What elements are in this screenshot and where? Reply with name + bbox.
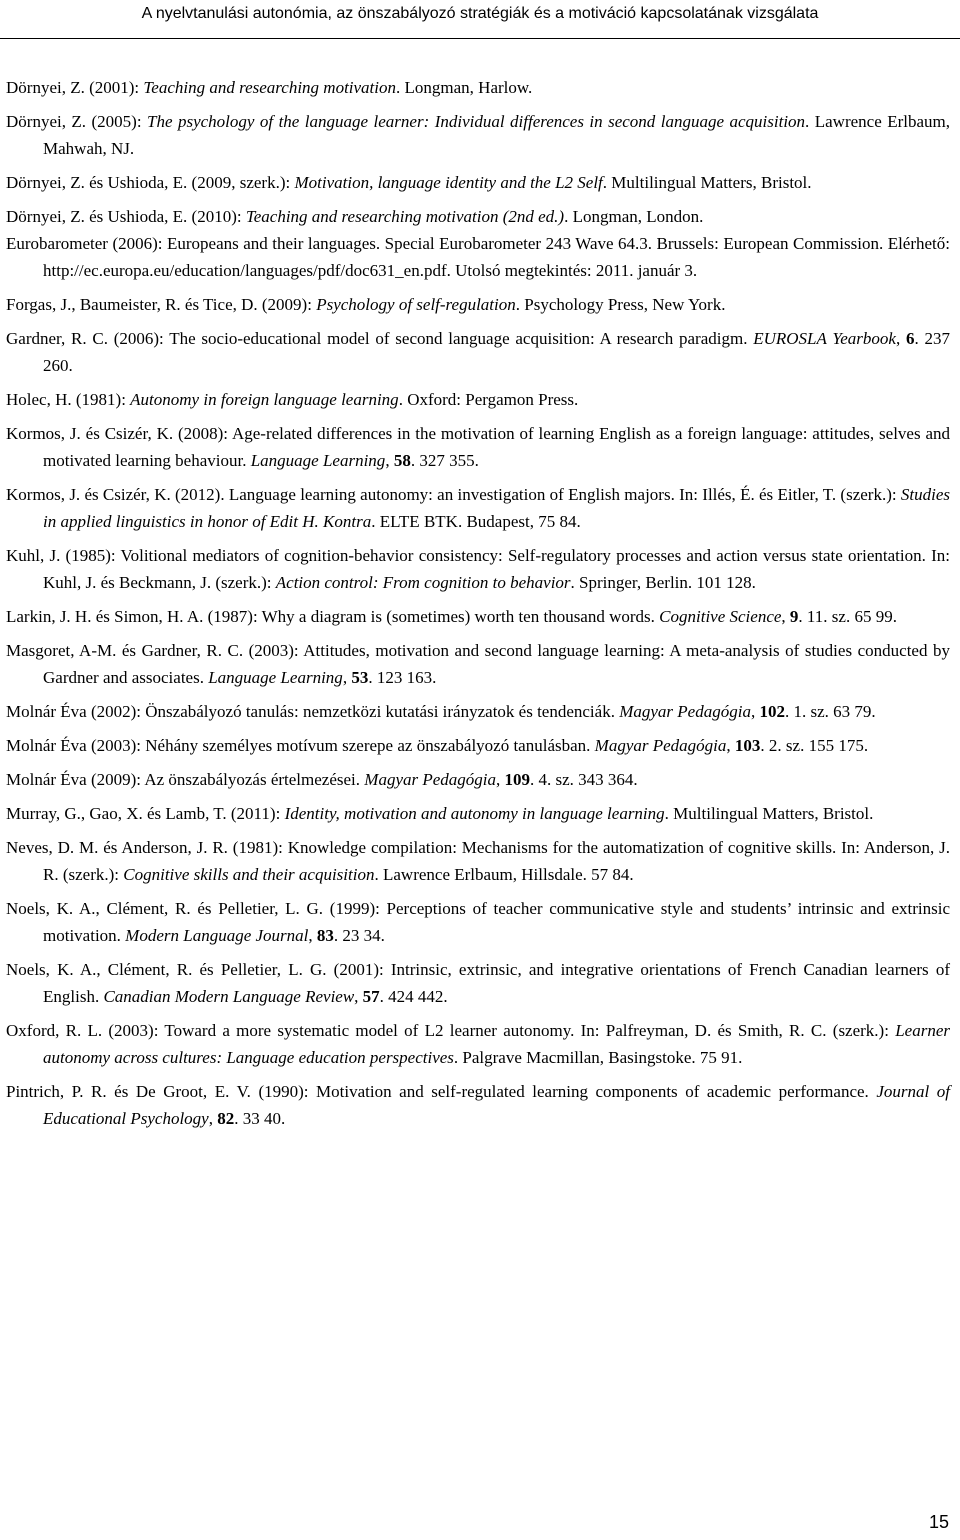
reference-entry	[6, 74, 950, 101]
reference-text: ,	[385, 451, 394, 470]
reference-title: Language Learning	[250, 451, 386, 470]
reference-volume: 6	[905, 329, 915, 348]
reference-text: Molnár Éva (2002): Önszabályozó tanulás: nemzetközi kutatási irányzatok és tendenciák.	[6, 702, 620, 721]
reference-title: EUROSLA Yearbook	[753, 329, 896, 348]
reference-entry	[6, 766, 950, 793]
reference-entry	[6, 834, 950, 888]
reference-title: Magyar Pedagógia	[594, 736, 727, 755]
reference-title: Magyar Pedagógia	[619, 702, 751, 721]
reference-title: Learner autonomy across cultures: Language education perspectives	[43, 1021, 950, 1067]
reference-text: . Longman, London.	[564, 207, 704, 226]
reference-volume: 82	[217, 1109, 235, 1128]
page-number: 15	[928, 1512, 949, 1532]
running-header: A nyelvtanulási autonómia, az önszabályozó stratégiák és a motiváció kapcsolatának vizsgálata	[141, 5, 819, 22]
reference-text: . 23 34.	[333, 926, 385, 945]
reference-entry	[6, 603, 950, 630]
reference-text: . Lawrence Erlbaum, Hillsdale. 57 84.	[374, 865, 634, 884]
reference-entry	[6, 108, 950, 162]
reference-entry	[6, 956, 950, 1010]
reference-title: Journal of Educational Psychology	[43, 1082, 951, 1128]
reference-text: . Springer, Berlin. 101 128.	[570, 573, 756, 592]
reference-text: Gardner, R. C. (2006): The socio-educational model of second language acquisition: A research paradigm.	[6, 329, 754, 348]
header-rule	[0, 38, 960, 39]
reference-title: Cognitive Science	[659, 607, 782, 626]
reference-text: . 237 260.	[43, 329, 950, 375]
reference-entry	[6, 637, 950, 691]
reference-text: Noels, K. A., Clément, R. és Pelletier, L. G. (2001): Intrinsic, extrinsic, and integrative orientations of French Canadian learners of English.	[6, 960, 950, 1006]
reference-text: . Lawrence Erlbaum, Mahwah, NJ.	[43, 112, 950, 158]
reference-title: Teaching and researching motivation (2nd ed.)	[245, 207, 565, 226]
reference-title: Cognitive skills and their acquisition	[123, 865, 375, 884]
reference-entry	[6, 1078, 950, 1132]
reference-text: Neves, D. M. és Anderson, J. R. (1981): Knowledge compilation: Mechanisms for the automatization of cognitive skills. In: Anderson, J. R. (szerk.):	[6, 838, 950, 884]
reference-text: . 2. sz. 155 175.	[760, 736, 869, 755]
reference-text: Dörnyei, Z. (2001):	[6, 78, 144, 97]
reference-text: Larkin, J. H. és Simon, H. A. (1987): Why a diagram is (sometimes) worth ten thousand words.	[6, 607, 660, 626]
reference-title: Canadian Modern Language Review	[103, 987, 355, 1006]
reference-title: Psychology of self-regulation	[316, 295, 516, 314]
reference-volume: 109	[504, 770, 531, 789]
reference-text: Dörnyei, Z. (2005):	[6, 112, 148, 131]
reference-text: ,	[208, 1109, 218, 1128]
reference-text: Murray, G., Gao, X. és Lamb, T. (2011):	[6, 804, 285, 823]
reference-title: Modern Language Journal	[125, 926, 309, 945]
reference-text: Noels, K. A., Clément, R. és Pelletier, L. G. (1999): Perceptions of teacher communicative style and students’ intrinsic and extrinsic motivation.	[6, 899, 950, 945]
reference-volume: 102	[759, 702, 785, 721]
reference-volume: 9	[789, 607, 799, 626]
reference-title: Language Learning	[208, 668, 343, 687]
reference-volume: 58	[393, 451, 411, 470]
reference-text: . Psychology Press, New York.	[515, 295, 726, 314]
reference-entry	[6, 895, 950, 949]
reference-text: ,	[895, 329, 906, 348]
reference-text: . Palgrave Macmillan, Basingstoke. 75 91.	[453, 1048, 743, 1067]
reference-entry	[6, 291, 950, 318]
reference-text: ,	[781, 607, 790, 626]
reference-volume: 103	[734, 736, 761, 755]
reference-entry	[6, 481, 950, 535]
reference-entry	[6, 1017, 950, 1071]
reference-title: Magyar Pedagógia	[364, 770, 497, 789]
reference-title: Motivation, language identity and the L2 Self	[294, 173, 603, 192]
reference-entry	[6, 169, 950, 196]
reference-text: Kormos, J. és Csizér, K. (2008): Age-related differences in the motivation of learning English as a foreign language: attitudes, selves and motivated learning behaviour.	[6, 424, 950, 470]
reference-text: ,	[342, 668, 352, 687]
reference-text: Dörnyei, Z. és Ushioda, E. (2009, szerk.):	[6, 173, 295, 192]
reference-volume: 57	[362, 987, 380, 1006]
reference-text: ,	[726, 736, 735, 755]
reference-text: Dörnyei, Z. és Ushioda, E. (2010):	[6, 207, 246, 226]
reference-text: Molnár Éva (2003): Néhány személyes motívum szerepe az önszabályozó tanulásban.	[6, 736, 595, 755]
reference-text: . 33 40.	[234, 1109, 286, 1128]
reference-entry	[6, 732, 950, 759]
reference-text: . 1. sz. 63 79.	[784, 702, 876, 721]
reference-title: Action control: From cognition to behavior	[275, 573, 571, 592]
reference-text: ,	[496, 770, 505, 789]
reference-title: Autonomy in foreign language learning	[130, 390, 399, 409]
reference-text: . 424 442.	[379, 987, 448, 1006]
reference-list	[6, 74, 950, 1139]
reference-title: Identity, motivation and autonomy in language learning	[284, 804, 665, 823]
reference-text: Forgas, J., Baumeister, R. és Tice, D. (2009):	[6, 295, 317, 314]
reference-text: Eurobarometer (2006): Europeans and their languages. Special Eurobarometer 243 Wave 64.3. Brussels: European Commission. Elérhető: http://ec.europa.eu/education/languages/pdf/doc631_en.pdf. Utolsó megtekintés: 2011. január 3.	[6, 234, 950, 280]
reference-text: ,	[750, 702, 760, 721]
reference-text: . Multilingual Matters, Bristol.	[664, 804, 874, 823]
reference-volume: 83	[316, 926, 334, 945]
reference-text: Pintrich, P. R. és De Groot, E. V. (1990): Motivation and self-regulated learning components of academic performance.	[6, 1082, 877, 1101]
reference-entry	[6, 800, 950, 827]
reference-text: . Multilingual Matters, Bristol.	[602, 173, 812, 192]
reference-text: Masgoret, A-M. és Gardner, R. C. (2003): Attitudes, motivation and second language learning: A meta-analysis of studies conducted by Gardner and associates.	[6, 641, 950, 687]
reference-text: . 327 355.	[410, 451, 479, 470]
reference-text: . 11. sz. 65 99.	[798, 607, 897, 626]
reference-title: Teaching and researching motivation	[143, 78, 397, 97]
reference-volume: 53	[351, 668, 369, 687]
reference-text: . ELTE BTK. Budapest, 75 84.	[371, 512, 581, 531]
reference-entry	[6, 386, 950, 413]
reference-entry	[6, 420, 950, 474]
reference-text: . 123 163.	[368, 668, 437, 687]
reference-text: ,	[354, 987, 363, 1006]
reference-text: Molnár Éva (2009): Az önszabályozás értelmezései.	[6, 770, 365, 789]
reference-text: . 4. sz. 343 364.	[530, 770, 638, 789]
reference-entry	[6, 698, 950, 725]
reference-text: ,	[308, 926, 317, 945]
reference-text: . Longman, Harlow.	[396, 78, 533, 97]
reference-text: . Oxford: Pergamon Press.	[398, 390, 579, 409]
reference-title: Studies in applied linguistics in honor of Edit H. Kontra	[43, 485, 950, 531]
reference-entry	[6, 230, 950, 284]
reference-text: Kormos, J. és Csizér, K. (2012). Language learning autonomy: an investigation of English majors. In: Illés, É. és Eitler, T. (szerk.):	[6, 485, 901, 504]
reference-entry	[6, 325, 950, 379]
reference-text: Holec, H. (1981):	[6, 390, 131, 409]
reference-entry	[6, 542, 950, 596]
reference-text: Kuhl, J. (1985): Volitional mediators of cognition-behavior consistency: Self-regulatory processes and action versus state orientation. In: Kuhl, J. és Beckmann, J. (szerk.):	[6, 546, 950, 592]
reference-entry	[6, 203, 950, 230]
reference-text: Oxford, R. L. (2003): Toward a more systematic model of L2 learner autonomy. In: Palfreyman, D. és Smith, R. C. (szerk.):	[6, 1021, 896, 1040]
reference-title: The psychology of the language learner: Individual differences in second language acquisition	[147, 112, 806, 131]
